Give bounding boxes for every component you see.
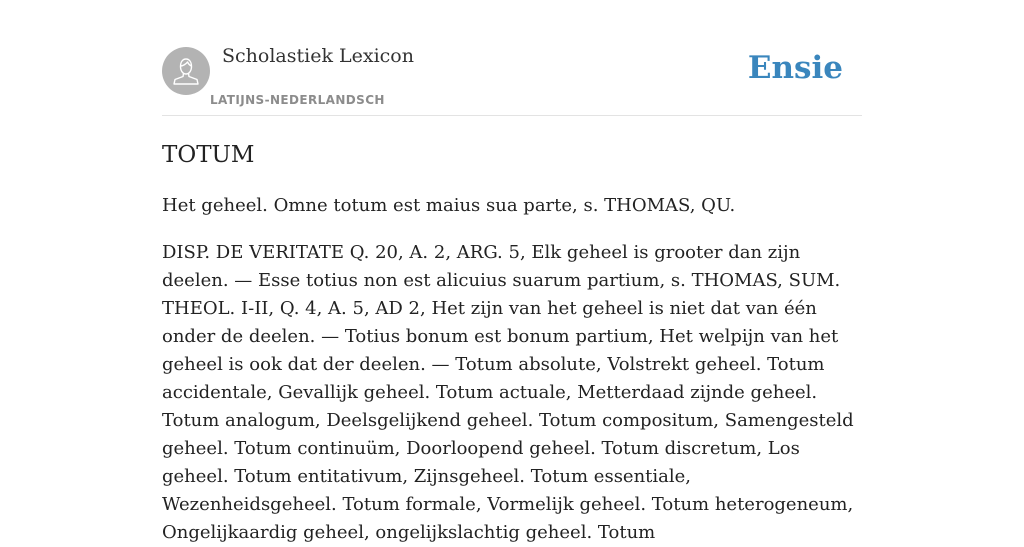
lexicon-subtitle: LATIJNS-NEDERLANDSCH [210, 93, 385, 107]
ensie-logo[interactable]: Ensie [747, 50, 843, 86]
entry-term: TOTUM [162, 142, 255, 168]
user-silhouette-icon [162, 47, 210, 95]
definition-paragraph: DISP. DE VERITATE Q. 20, A. 2, ARG. 5, Elk geheel is grooter dan zijn deelen. — Esse totius non est alicuius suarum partium, s. THOMAS, SUM. THEOL. I-II, Q. 4, A. 5, AD 2, Het zijn van het geheel is niet dat van één onder de deelen. — Totius bonum est bonum partium, Het welpijn van het geheel is ook dat der deelen. — Totum absolute, Volstrekt geheel. Totum accidentale, Gevallijk geheel. Totum actuale, Metterdaad zijnde geheel. Totum analogum, Deelsgelijkend geheel. Totum compositum, Samengesteld geheel. Totum continuüm, Doorloopend geheel. Totum discretum, Los geheel. Totum entitativum, Zijnsgeheel. Totum essentiale, Wezenheidsgeheel. Totum formale, Vormelijk geheel. Totum heterogeneum, Ongelijkaardig geheel, ongelijkslachtig geheel. Totum [162, 242, 854, 543]
lexicon-title[interactable]: Scholastiek Lexicon [222, 45, 414, 67]
entry-content [162, 140, 862, 547]
entry-definition [162, 192, 862, 547]
lexicon-avatar[interactable] [162, 47, 210, 95]
definition-paragraph: Het geheel. Omne totum est maius sua parte, s. THOMAS, QU. [162, 195, 736, 216]
lexicon-header [162, 0, 862, 116]
